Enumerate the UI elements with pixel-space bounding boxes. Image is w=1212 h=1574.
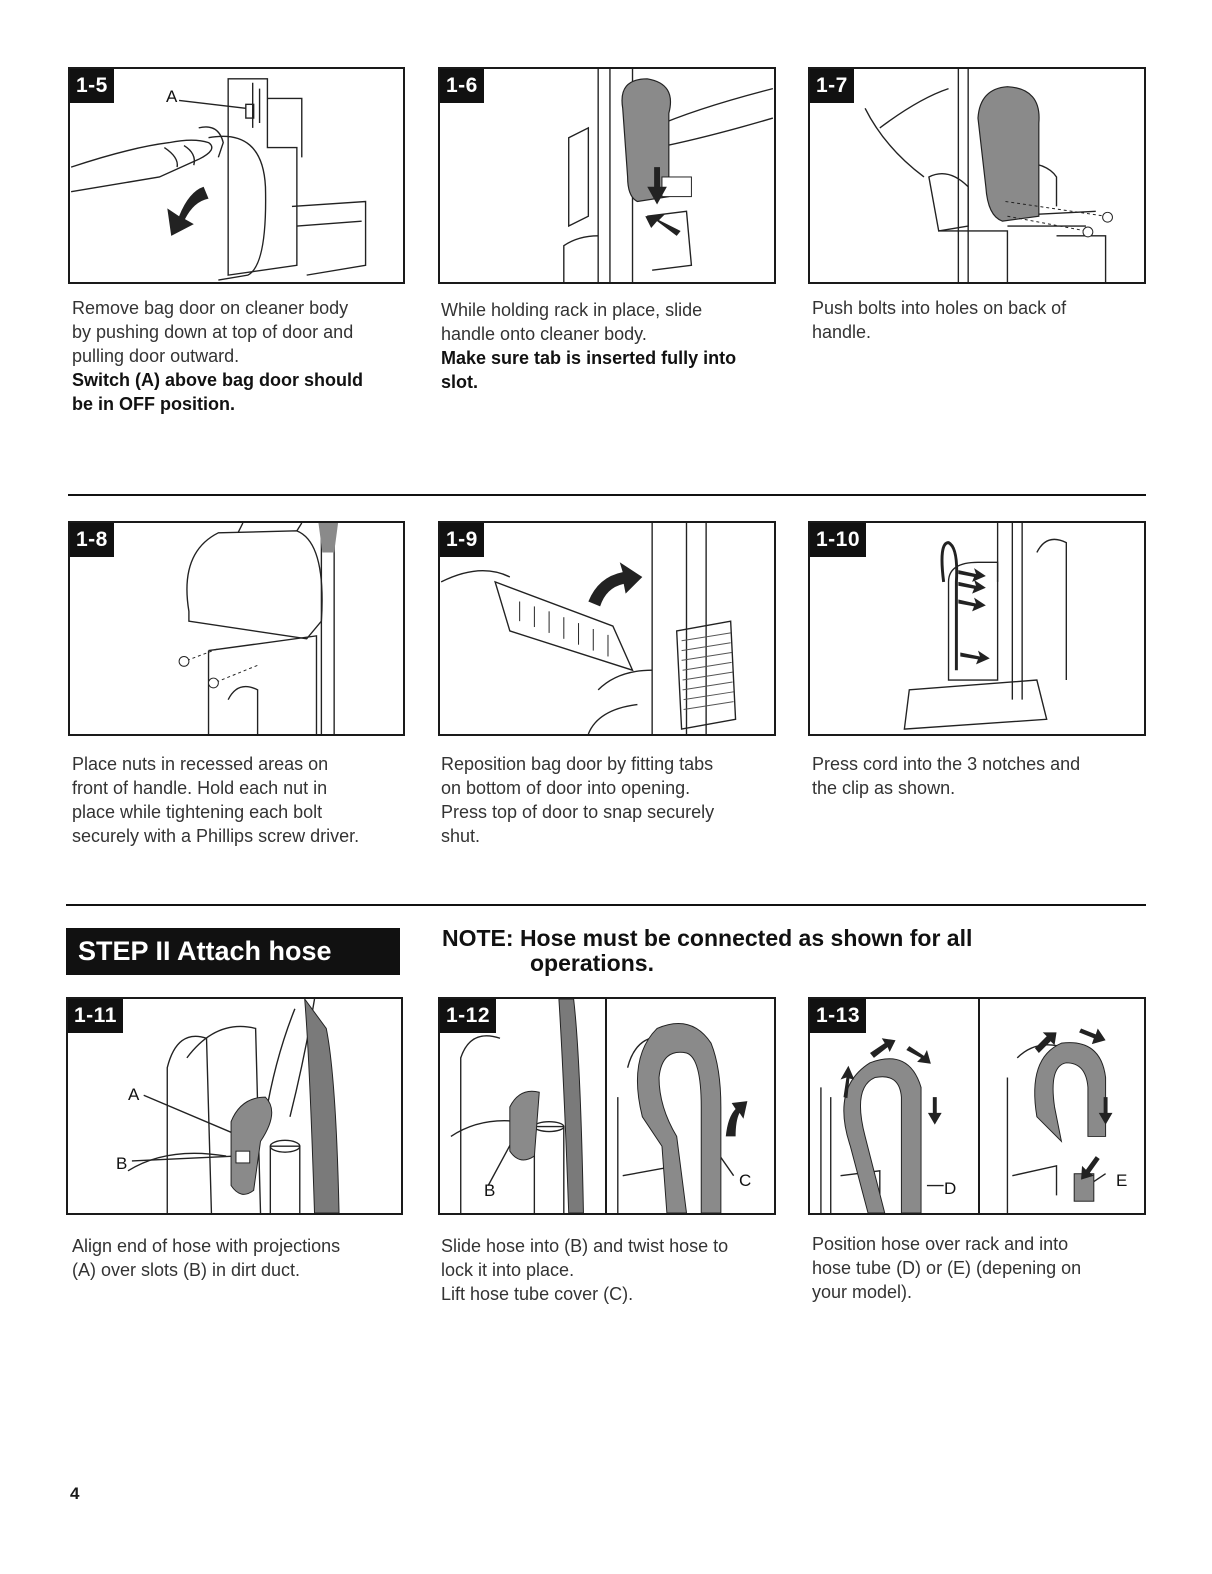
figure-1-7 <box>808 67 1146 284</box>
callout-c: C <box>739 1171 752 1190</box>
figure-1-12 <box>438 997 776 1215</box>
section-divider <box>68 494 1146 496</box>
illustration-slide-handle <box>440 69 774 282</box>
figure-badge: 1-5 <box>70 69 114 103</box>
caption-line: Lift hose tube cover (C). <box>441 1284 634 1304</box>
caption-line: Place nuts in recessed areas on <box>72 754 329 774</box>
caption-line: Push bolts into holes on back of <box>812 298 1067 318</box>
caption-1-9 <box>441 752 786 848</box>
note-line-2: operations. <box>530 950 654 976</box>
caption-line: by pushing down at top of door and <box>72 322 354 342</box>
section-divider <box>66 904 1146 906</box>
caption-warning: slot. <box>441 372 479 392</box>
figure-1-8 <box>68 521 405 736</box>
caption-line: Remove bag door on cleaner body <box>72 298 349 318</box>
callout-d: D <box>944 1179 957 1198</box>
caption-line: pulling door outward. <box>72 346 240 366</box>
caption-line: hose tube (D) or (E) (depening on <box>812 1258 1082 1278</box>
caption-1-12 <box>441 1234 786 1306</box>
figure-1-13 <box>808 997 1146 1215</box>
caption-line: shut. <box>441 826 481 846</box>
figure-1-6 <box>438 67 776 284</box>
callout-a: A <box>166 87 178 106</box>
caption-line: Slide hose into (B) and twist hose to <box>441 1236 729 1256</box>
figure-badge: 1-13 <box>810 999 866 1033</box>
caption-line: securely with a Phillips screw driver. <box>72 826 360 846</box>
caption-line: Press top of door to snap securely <box>441 802 715 822</box>
callout-b: B <box>484 1181 496 1200</box>
callout-e: E <box>1116 1171 1128 1190</box>
caption-line: Position hose over rack and into <box>812 1234 1069 1254</box>
caption-1-11 <box>72 1234 417 1282</box>
caption-warning: Switch (A) above bag door should <box>72 370 364 390</box>
figure-badge: 1-9 <box>440 523 484 557</box>
figure-1-10 <box>808 521 1146 736</box>
caption-line: Press cord into the 3 notches and <box>812 754 1081 774</box>
figure-badge: 1-7 <box>810 69 854 103</box>
illustration-reposition-door <box>440 523 774 734</box>
caption-line: lock it into place. <box>441 1260 575 1280</box>
figure-1-11 <box>66 997 403 1215</box>
figure-1-5 <box>68 67 405 284</box>
step-banner: STEP II Attach hose <box>66 928 400 975</box>
caption-line: front of handle. Hold each nut in <box>72 778 328 798</box>
caption-line: the clip as shown. <box>812 778 956 798</box>
caption-1-8 <box>72 752 417 848</box>
caption-line: handle onto cleaner body. <box>441 324 647 344</box>
caption-1-6 <box>441 298 786 394</box>
caption-line: Reposition bag door by fitting tabs <box>441 754 714 774</box>
caption-warning: Make sure tab is inserted fully into <box>441 348 737 368</box>
figure-badge: 1-6 <box>440 69 484 103</box>
caption-warning: be in OFF position. <box>72 394 235 414</box>
figure-badge: 1-11 <box>68 999 123 1033</box>
caption-line: Align end of hose with projections <box>72 1236 341 1256</box>
caption-line: on bottom of door into opening. <box>441 778 691 798</box>
figure-badge: 1-8 <box>70 523 114 557</box>
caption-line: your model). <box>812 1282 913 1302</box>
caption-line: (A) over slots (B) in dirt duct. <box>72 1260 301 1280</box>
illustration-push-bolts <box>810 69 1144 282</box>
figure-badge: 1-10 <box>810 523 866 557</box>
note-line-1: NOTE: Hose must be connected as shown for all <box>442 925 973 951</box>
note-heading <box>442 926 1142 976</box>
caption-1-7 <box>812 296 1152 344</box>
page-number: 4 <box>70 1484 80 1503</box>
figure-badge: 1-12 <box>440 999 496 1033</box>
callout-a: A <box>128 1085 140 1104</box>
caption-1-13 <box>812 1232 1157 1304</box>
figure-1-9 <box>438 521 776 736</box>
illustration-remove-bag-door <box>70 69 403 282</box>
caption-1-5 <box>72 296 412 416</box>
caption-line: handle. <box>812 322 872 342</box>
caption-line: place while tightening each bolt <box>72 802 323 822</box>
caption-line: While holding rack in place, slide <box>441 300 703 320</box>
caption-1-10 <box>812 752 1157 800</box>
illustration-place-nuts <box>70 523 403 734</box>
callout-b: B <box>116 1154 128 1173</box>
